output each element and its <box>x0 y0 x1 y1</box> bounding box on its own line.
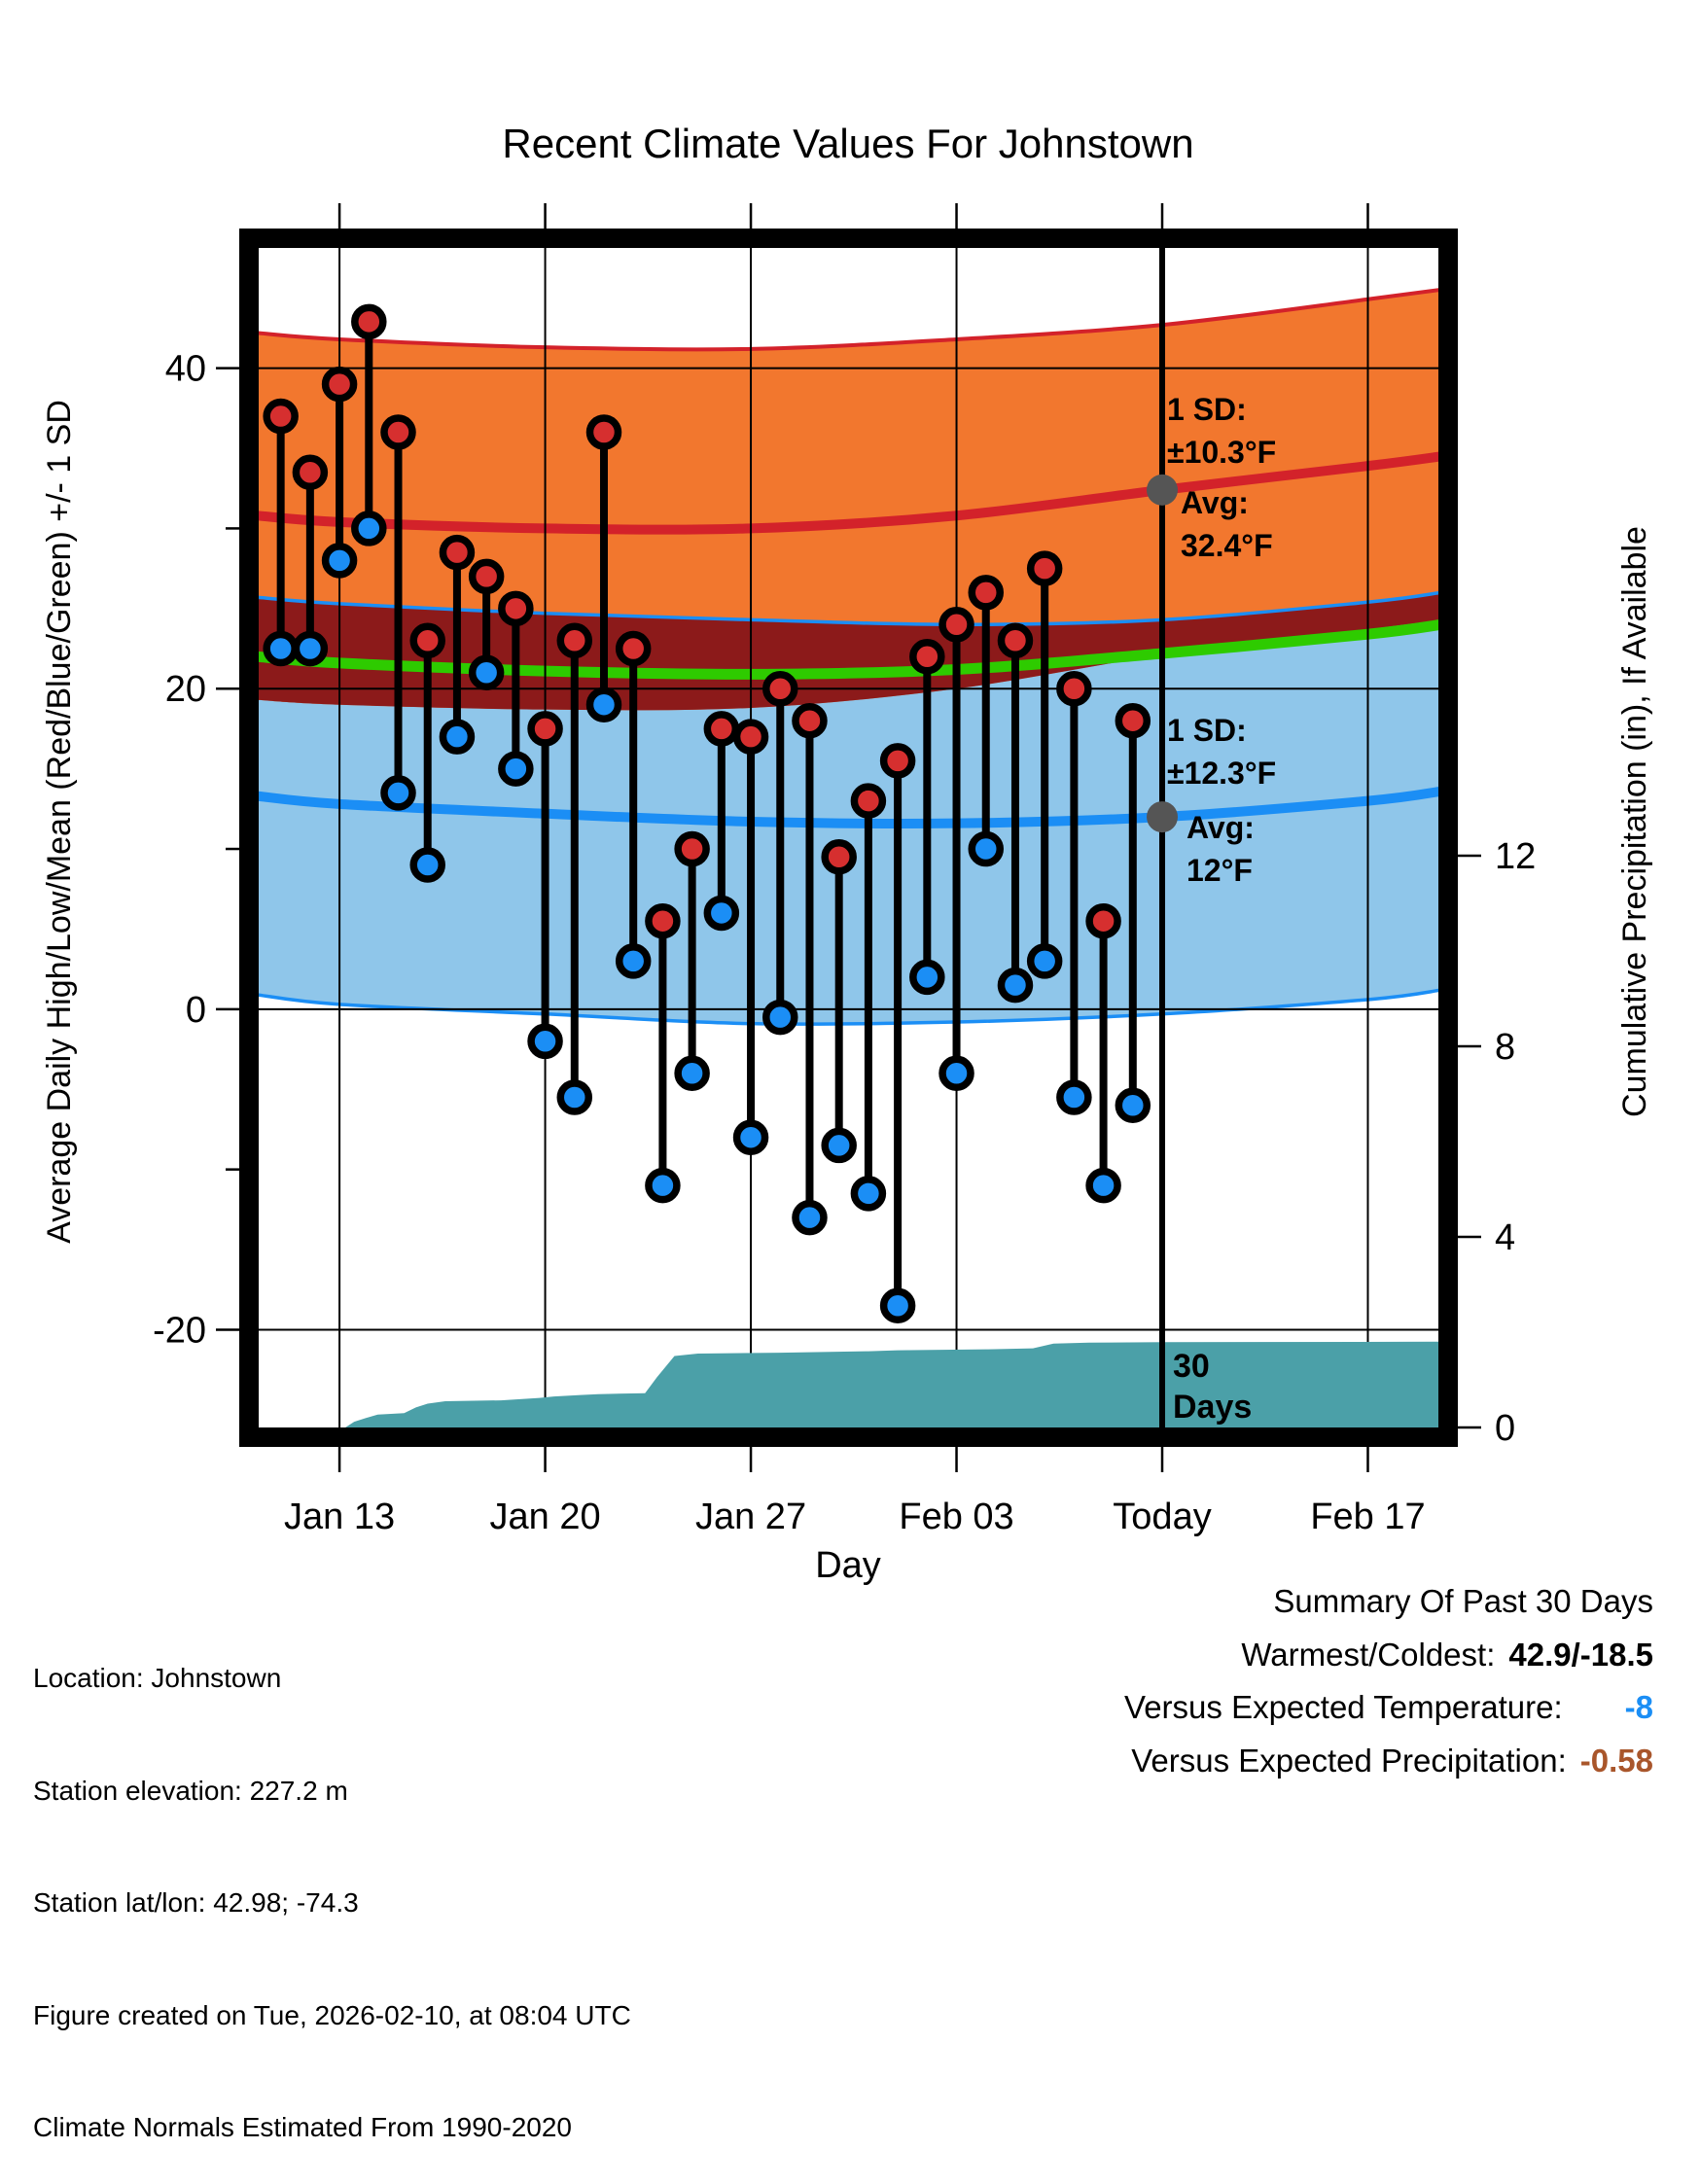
low-dot <box>502 755 530 783</box>
x-tick-label: Jan 20 <box>489 1497 601 1537</box>
low-dot <box>1060 1083 1088 1111</box>
high-dot <box>1089 907 1117 935</box>
high-dot <box>355 307 383 335</box>
left-axis-label: Average Daily High/Low/Mean (Red/Blue/Green) +/- 1 SD <box>41 400 78 1244</box>
low-dot <box>443 722 471 751</box>
low-dot <box>942 1059 971 1087</box>
high-dot <box>972 579 1000 607</box>
low-dot <box>589 690 618 719</box>
high-dot <box>1118 707 1147 735</box>
right-tick-label: 0 <box>1495 1408 1516 1449</box>
vs-temp-value: -8 <box>1624 1689 1653 1725</box>
high-dot <box>1060 675 1088 703</box>
avg-low-marker <box>1147 801 1178 832</box>
right-tick-label: 8 <box>1495 1027 1516 1068</box>
period-line1: 30 <box>1173 1348 1210 1385</box>
right-tick-label: 4 <box>1495 1217 1516 1258</box>
high-dot <box>678 835 706 863</box>
high-dot <box>502 594 530 622</box>
low-dot <box>355 514 383 543</box>
left-tick-label: 20 <box>164 669 206 711</box>
x-tick-label: Today <box>1113 1497 1212 1537</box>
low-avg-value: 12°F <box>1186 853 1253 888</box>
right-tick-label: 12 <box>1495 836 1537 877</box>
x-tick-label: Feb 03 <box>899 1497 1014 1537</box>
low-dot <box>296 635 324 663</box>
high-dot <box>589 418 618 446</box>
high-dot <box>384 418 412 446</box>
summary-precip-row <box>1124 1735 1653 1788</box>
low-dot <box>766 1004 795 1032</box>
high-dot <box>560 626 588 654</box>
station-info <box>33 1585 631 2184</box>
low-dot <box>1001 971 1029 1000</box>
low-dot <box>473 658 501 687</box>
left-tick-label: 40 <box>164 348 206 390</box>
summary-warmest-row <box>1124 1629 1653 1682</box>
station-elevation: Station elevation: 227.2 m <box>33 1775 348 1806</box>
low-dot <box>707 898 735 927</box>
high-dot <box>473 562 501 590</box>
precipitation-area <box>259 1342 1438 1427</box>
left-tick-label: 0 <box>185 989 206 1031</box>
low-dot <box>649 1172 677 1200</box>
high-dot <box>649 907 677 935</box>
low-dot <box>266 635 295 663</box>
high-avg-value: 32.4°F <box>1181 528 1273 563</box>
low-dot <box>384 779 412 807</box>
high-dot <box>296 458 324 486</box>
left-tick-label: -20 <box>153 1310 206 1352</box>
avg-high-marker <box>1147 475 1178 506</box>
high-dot <box>766 675 795 703</box>
low-dot <box>413 851 442 879</box>
high-dot <box>913 643 941 671</box>
station-location: Location: Johnstown <box>33 1663 282 1693</box>
high-dot <box>737 722 765 751</box>
low-dot <box>531 1027 559 1055</box>
warmest-label: Warmest/Coldest: <box>1241 1636 1496 1673</box>
low-dot <box>560 1083 588 1111</box>
climatology-bands <box>257 290 1441 1024</box>
low-dot <box>1118 1091 1147 1119</box>
high-dot <box>531 715 559 743</box>
low-dot <box>854 1180 882 1208</box>
x-axis-label: Day <box>815 1545 881 1586</box>
vs-precip-value: -0.58 <box>1579 1742 1653 1779</box>
x-tick-label: Feb 17 <box>1310 1497 1426 1537</box>
high-dot <box>1031 554 1059 582</box>
station-latlon: Station lat/lon: 42.98; -74.3 <box>33 1887 359 1918</box>
low-dot <box>825 1131 853 1159</box>
low-dot <box>1089 1172 1117 1200</box>
low-sd-value: ±12.3°F <box>1167 756 1277 791</box>
high-dot <box>854 787 882 815</box>
low-dot <box>678 1059 706 1087</box>
high-dot <box>413 626 442 654</box>
summary-panel <box>1124 1575 1653 1787</box>
low-avg-label: Avg: <box>1186 810 1255 845</box>
cumulative-precip-area <box>259 1342 1438 1427</box>
low-sd-label: 1 SD: <box>1167 713 1247 748</box>
low-dot <box>913 963 941 991</box>
low-dot <box>620 947 648 975</box>
high-dot <box>1001 626 1029 654</box>
right-axis-label: Cumulative Precipitation (in), If Available <box>1616 526 1653 1117</box>
x-tick-label: Jan 13 <box>284 1497 396 1537</box>
low-dot <box>884 1291 912 1320</box>
high-avg-label: Avg: <box>1181 485 1249 520</box>
high-dot <box>326 370 354 399</box>
low-dot <box>737 1123 765 1151</box>
climate-normals: Climate Normals Estimated From 1990-2020 <box>33 2112 572 2142</box>
low-dot <box>972 835 1000 863</box>
figure-created: Figure created on Tue, 2026-02-10, at 08:04 UTC <box>33 1999 631 2030</box>
x-tick-label: Jan 27 <box>694 1497 807 1537</box>
chart-title: Recent Climate Values For Johnstown <box>502 121 1194 166</box>
high-dot <box>942 611 971 639</box>
low-dot <box>1031 947 1059 975</box>
period-line2: Days <box>1173 1389 1253 1426</box>
high-dot <box>620 635 648 663</box>
vs-temp-label: Versus Expected Temperature: <box>1124 1689 1563 1725</box>
high-sd-label: 1 SD: <box>1167 392 1247 427</box>
high-dot <box>796 707 824 735</box>
low-dot <box>796 1204 824 1232</box>
high-dot <box>266 403 295 431</box>
high-dot <box>884 747 912 775</box>
high-dot <box>707 715 735 743</box>
low-dot <box>326 546 354 575</box>
high-dot <box>443 539 471 567</box>
warmest-value: 42.9/-18.5 <box>1508 1636 1653 1673</box>
summary-title: Summary Of Past 30 Days <box>1273 1583 1653 1619</box>
vs-precip-label: Versus Expected Precipitation: <box>1131 1742 1567 1779</box>
summary-temp-row <box>1124 1681 1653 1735</box>
high-sd-value: ±10.3°F <box>1167 435 1277 470</box>
high-dot <box>825 843 853 871</box>
